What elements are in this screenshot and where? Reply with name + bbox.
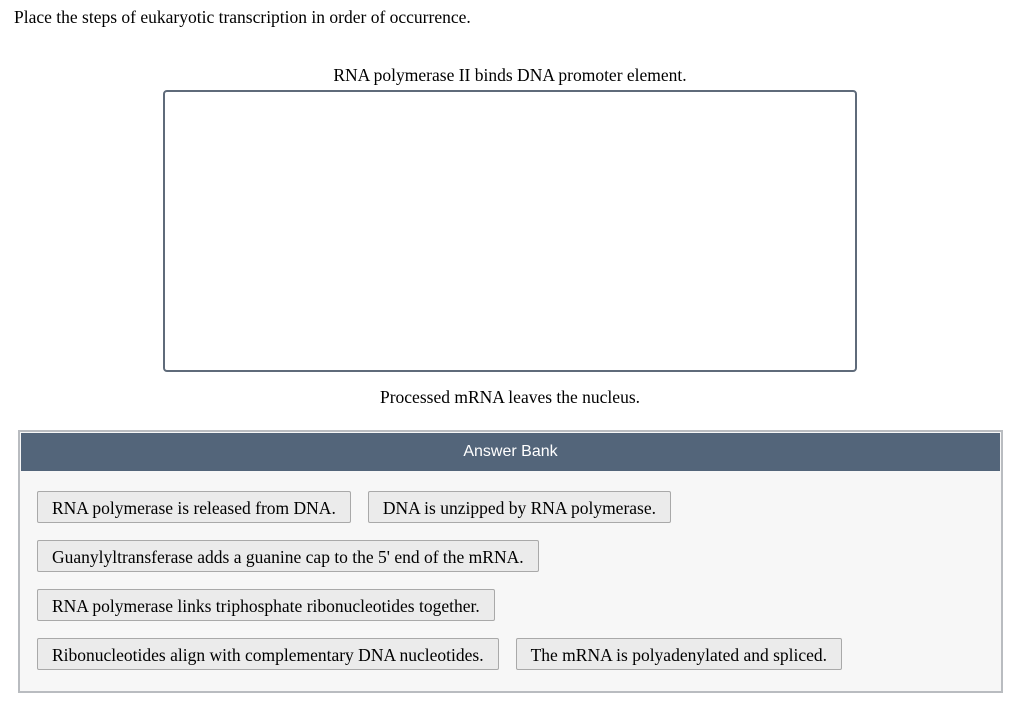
answer-chip-polymerase-released[interactable]: RNA polymerase is released from DNA. [37,491,351,523]
question-prompt: Place the steps of eukaryotic transcription in order of occurrence. [14,7,471,27]
answer-row [37,491,1001,523]
last-step-label: Processed mRNA leaves the nucleus. [379,387,640,407]
answer-chip-polyadenylated-spliced[interactable]: The mRNA is polyadenylated and spliced. [516,638,842,670]
answer-chip-links-ribonucleotides[interactable]: RNA polymerase links triphosphate ribonucleotides together. [37,589,495,621]
answer-chip-guanine-cap[interactable]: Guanylyltransferase adds a guanine cap to the 5' end of the mRNA. [37,540,539,572]
answer-row [37,540,1001,572]
answer-row [37,638,1001,670]
ordering-drop-zone[interactable] [163,90,857,372]
answer-chip-dna-unzipped[interactable]: DNA is unzipped by RNA polymerase. [368,491,671,523]
answer-bank-items [20,471,1001,670]
answer-bank [18,430,1003,693]
answer-row [37,589,1001,621]
answer-bank-title: Answer Bank [21,433,1000,471]
answer-chip-ribonucleotides-align[interactable]: Ribonucleotides align with complementary DNA nucleotides. [37,638,499,670]
first-step-label: RNA polymerase II binds DNA promoter element. [333,65,687,85]
